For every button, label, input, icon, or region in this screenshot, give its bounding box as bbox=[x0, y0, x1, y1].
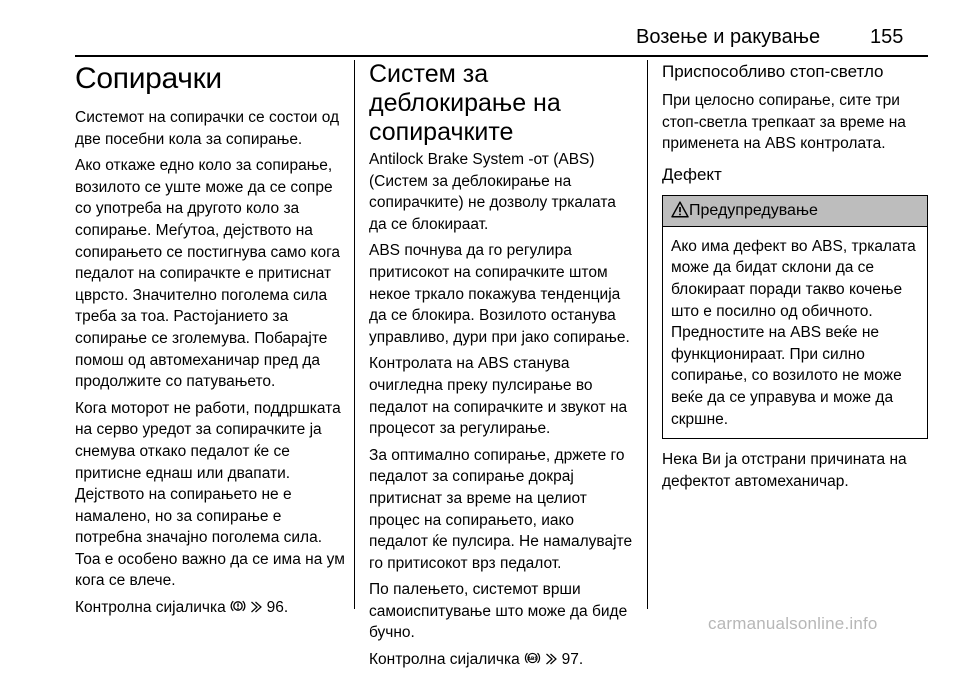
warning-body bbox=[663, 227, 927, 438]
column-divider-1 bbox=[354, 60, 355, 609]
warning-box bbox=[662, 195, 928, 439]
column-abs bbox=[369, 60, 635, 678]
page-reference-icon bbox=[545, 651, 557, 673]
chapter-title: Возење и ракување bbox=[636, 26, 821, 48]
page-reference-icon bbox=[250, 599, 262, 621]
brake-warning-icon bbox=[230, 598, 246, 621]
paragraph: Кога моторот не работи, поддршката на серво уредот за сопирачките ја снемува откако педалот ќе се притисне еднаш или двапати. Дејството на сопирањето не е намалено, но за сопирање е потребна значајно поголема сила. Тоа е особено важно да се има на ум кога се влече. bbox=[75, 399, 345, 590]
paragraph: По палењето, системот врши самоиспитување што може да биде бучно. bbox=[369, 581, 628, 642]
warning-title: Предупредување bbox=[689, 201, 818, 219]
header-divider bbox=[75, 55, 928, 57]
svg-text:ABS: ABS bbox=[527, 656, 538, 662]
subheading-fault: Дефект bbox=[662, 164, 722, 184]
section-heading-adaptive-brake-light: Приспособливо стоп-светло bbox=[662, 62, 884, 81]
cross-reference bbox=[75, 597, 345, 621]
paragraph: Antilock Brake System -от (ABS) (Систем за деблокирање на сопирачките) не дозволу тркалата да се блокираат. bbox=[369, 151, 616, 233]
reference-page: 97. bbox=[561, 651, 584, 669]
page-header bbox=[0, 0, 960, 56]
paragraph: Ако откаже едно коло за сопирање, возилото се уште може да се сопре со употреба на другото коло за сопирање. Меѓутоа, дејството на сопирањето се постигнува само кога педалот на сопирачкте е притиснат цврсто. Значително поголема сила треба за тоа. Растојанието за сопирање се зголемува. Побарајте помош од автомеханичар пред да продолжите со патувањето. bbox=[75, 157, 340, 391]
abs-warning-icon bbox=[524, 650, 541, 673]
paragraph: ABS почнува да го регулира притисокот на сопирачките штом некое тркало покажува тенденција да се блокира. Возилото останува управливо, дури при јако сопирање. bbox=[369, 242, 630, 346]
section-heading-abs: Систем за деблокирање на сопирачките bbox=[369, 60, 561, 146]
section-heading-brakes: Сопирачки bbox=[75, 62, 222, 95]
column-adaptive-brake-light bbox=[662, 60, 928, 497]
column-divider-2 bbox=[647, 60, 648, 609]
paragraph: Контролата на ABS станува очигледна преку пулсирање во педалот на сопирачките и звукот на процесот за регулирање. bbox=[369, 355, 628, 438]
reference-page: 96. bbox=[266, 599, 289, 617]
paragraph: Системот на сопирачки се состои од две посебни кола за сопирање. bbox=[75, 109, 340, 148]
cross-reference bbox=[369, 649, 635, 673]
paragraph: При целосно сопирање, сите три стоп-светла трепкаат за време на применета на ABS контролата. bbox=[662, 92, 906, 153]
watermark: carmanualsonline.info bbox=[708, 614, 878, 633]
warning-header bbox=[663, 196, 927, 227]
paragraph: За оптимално сопирање, држете го педалот за сопирање докрај притиснат за време на целиот процес на сопирањето, иако педалот ќе пулсира. Не намалувајте го притисокот врз педалот. bbox=[369, 446, 633, 572]
paragraph: Нека Ви ја отстрани причината на дефектот автомеханичар. bbox=[662, 451, 907, 490]
reference-label: Контролна сијаличка bbox=[369, 651, 520, 669]
column-brakes bbox=[75, 60, 345, 626]
warning-triangle-icon bbox=[671, 199, 689, 229]
page-number: 155 bbox=[870, 26, 904, 48]
reference-label: Контролна сијаличка bbox=[75, 599, 226, 617]
warning-text: Ако има дефект во ABS, тркалата може да бидат склони да се блокираат поради такво кочење што е посилно од обичното. Предностите на ABS веќе не функционираат. При силно сопирање, со возилото не може веќе да се управува и може да скршне. bbox=[671, 237, 916, 428]
